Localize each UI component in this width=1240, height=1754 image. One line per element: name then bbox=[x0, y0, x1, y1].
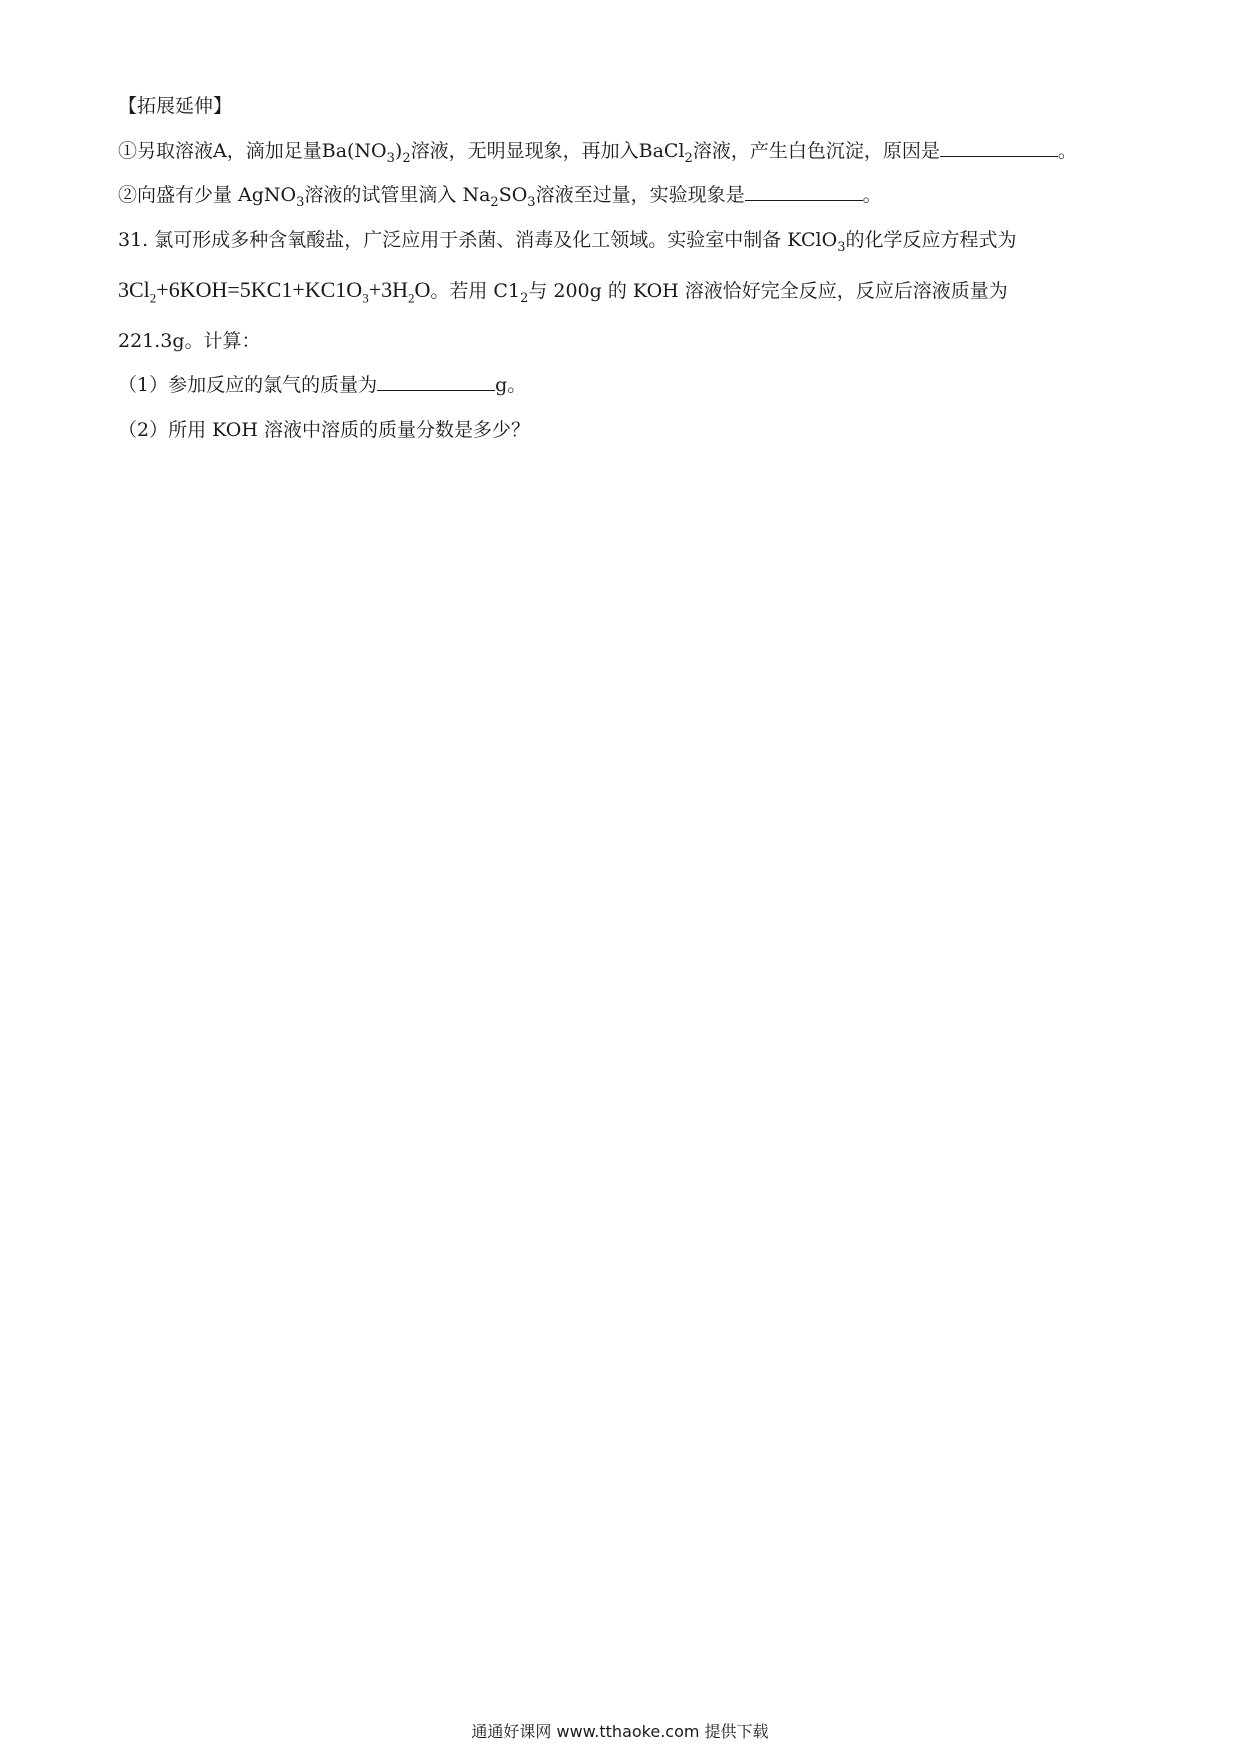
item2-sub2: 2 bbox=[490, 194, 499, 210]
answer-blank-2[interactable] bbox=[745, 182, 863, 201]
q31-after-eq-b: 与 200g 的 KOH 溶液恰好完全反应，反应后溶液质量为 bbox=[528, 280, 1008, 302]
item1-formula2: BaCl bbox=[638, 140, 685, 162]
q31-after-eq-a: 。若用 C1 bbox=[430, 280, 521, 302]
item1-prefix: ①另取溶液A，滴加足量 bbox=[118, 140, 322, 162]
extension-item-1 bbox=[118, 137, 1077, 165]
answer-blank-1[interactable] bbox=[940, 138, 1058, 157]
q31-sub1-suffix: g。 bbox=[495, 374, 527, 396]
item2-sub1: 3 bbox=[296, 194, 305, 210]
chemical-equation: $3Cl_2+6KOH=5KC1+KC1O_3+3H_2O$ bbox=[118, 277, 431, 306]
item2-prefix: ②向盛有少量 AgNO bbox=[118, 184, 297, 206]
item2-sub3: 3 bbox=[527, 194, 536, 210]
item1-formula1-sub2: 2 bbox=[402, 150, 411, 166]
item2-end: 。 bbox=[862, 184, 882, 206]
item1-mid2: 溶液，产生白色沉淀，原因是 bbox=[692, 140, 940, 162]
item1-formula2-sub: 2 bbox=[684, 150, 693, 166]
item2-mid1: 溶液的试管里滴入 Na bbox=[304, 184, 491, 206]
question-31-sub2: （2）所用 KOH 溶液中溶质的质量分数是多少？ bbox=[118, 419, 530, 441]
q31-intro-sub: 3 bbox=[837, 239, 846, 255]
item2-mid2: SO bbox=[498, 184, 528, 206]
answer-blank-3[interactable] bbox=[377, 372, 495, 391]
q31-intro-b: 的化学反应方程式为 bbox=[845, 229, 1017, 251]
item1-mid1: 溶液，无明显现象，再加入 bbox=[410, 140, 639, 162]
question-31-line3: 221.3g。计算： bbox=[118, 330, 261, 352]
section-heading: 【拓展延伸】 bbox=[118, 95, 233, 117]
item1-formula1-sub: 3 bbox=[386, 150, 395, 166]
question-31-intro bbox=[118, 226, 1016, 254]
question-31-sub1 bbox=[118, 371, 526, 399]
page-footer: 通通好课网 www.tthaoke.com 提供下载 bbox=[471, 1722, 769, 1741]
item1-end: 。 bbox=[1057, 140, 1077, 162]
extension-item-2 bbox=[118, 181, 882, 209]
q31-after-eq-sub: 2 bbox=[520, 290, 529, 306]
question-31-equation-line bbox=[118, 276, 1008, 305]
q31-sub1-prefix: （1）参加反应的氯气的质量为 bbox=[118, 374, 378, 396]
q31-intro-a: 31. 氯可形成多种含氧酸盐，广泛应用于杀菌、消毒及化工领域。实验室中制备 KClO bbox=[118, 229, 838, 251]
item1-formula1-close: ) bbox=[394, 140, 403, 162]
item2-mid3: 溶液至过量，实验现象是 bbox=[535, 184, 745, 206]
item1-formula1: Ba(NO bbox=[321, 140, 387, 162]
